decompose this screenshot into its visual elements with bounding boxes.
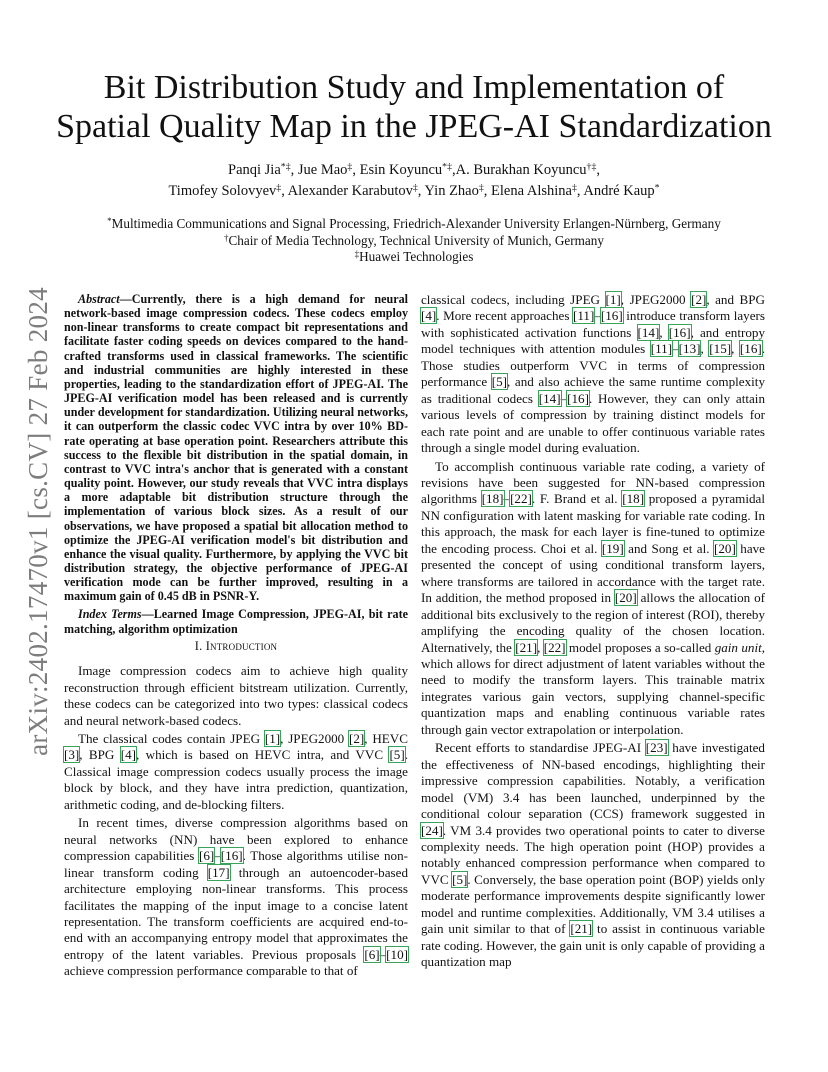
section-title: Introduction: [205, 638, 278, 653]
body-text: through an autoencoder-based architecture employing non-linear transforms. This process facilitates the mapping of the input image to a concise latent representation. The transform coefficients are acquired end-to-end with an accompanying entropy model that approximates the entropy of the latent variables. Previous proposals: [64, 864, 408, 962]
abstract: [64, 292, 408, 603]
citation-link[interactable]: [4]: [120, 747, 137, 763]
body-text: . Those studies outperform VVC in terms of compression performance: [421, 341, 766, 390]
citation-link[interactable]: [16]: [220, 848, 243, 864]
body-text: –: [560, 390, 568, 406]
index-terms-text: —Learned Image Compression, JPEG-AI, bit rate matching, algorithm optimization: [64, 607, 408, 636]
section-number: I.: [194, 638, 203, 653]
body-text: to assist in continuous variable rate coding. However, the gain unit is only capable of providing a quantization map: [421, 921, 765, 970]
right-column: [421, 292, 765, 971]
citation-link[interactable]: [6]: [198, 848, 215, 864]
body-text: . VM 3.4 provides two operational points to cater to diverse complexity needs. The high operation point (HOP) provides a notably enhanced compression performance when compared to VVC: [421, 822, 765, 887]
abstract-label: Abstract: [78, 292, 120, 306]
body-text: In recent times, diverse compression algorithms based on neural networks (NN) have been explored to enhance compression capabilities: [64, 815, 408, 864]
body-text: ,: [537, 639, 544, 655]
citation-link[interactable]: [17]: [207, 864, 230, 880]
author-affiliation-mark: *‡: [280, 161, 291, 173]
affiliation-text: Multimedia Communications and Signal Processing, Friedrich-Alexander University Erlangen-Nürnberg, Germany: [111, 216, 721, 231]
body-text: . However, they can only attain various levels of compression by training distinct models for each rate point and are unable to offer continuous variable rates through a single model during evaluation.: [421, 390, 765, 456]
affiliation-text: Huawei Technologies: [359, 249, 474, 264]
body-text: , HEVC: [364, 731, 408, 747]
citation-link[interactable]: [24]: [421, 822, 443, 838]
body-paragraph: [421, 459, 765, 739]
author-name: , André Kaup: [576, 183, 655, 199]
author-name: , Yin Zhao: [417, 183, 479, 199]
body-text: model proposes a so-called: [565, 639, 715, 655]
affiliation-text: Chair of Media Technology, Technical University of Munich, Germany: [228, 232, 604, 248]
affiliation-mark: *: [107, 215, 112, 226]
affiliation-1: [40, 216, 788, 233]
citation-link[interactable]: [2]: [349, 731, 365, 747]
author-name: ,A. Burakhan Koyuncu: [452, 162, 587, 178]
index-terms-label: Index Terms: [78, 607, 142, 622]
author-name: ,: [596, 162, 600, 178]
body-text: –: [594, 308, 601, 324]
affiliations: [40, 216, 788, 266]
citation-link[interactable]: [10]: [386, 946, 408, 962]
citation-link[interactable]: [13]: [678, 341, 701, 357]
body-text: ,: [700, 341, 710, 357]
body-text: . More recent approaches: [436, 308, 573, 324]
body-paragraph: [421, 740, 765, 970]
citation-link[interactable]: [16]: [567, 390, 589, 406]
body-paragraph: [421, 292, 765, 457]
section-heading: [64, 638, 408, 654]
citation-link[interactable]: [1]: [605, 292, 621, 307]
left-body-text: [64, 663, 408, 980]
author-name: , Jue Mao: [290, 162, 348, 178]
arxiv-stamp-text: arXiv:2402.17470v1 [cs.CV] 27 Feb 2024: [22, 286, 53, 756]
abstract-text: —Currently, there is a high demand for neural network-based image compression codecs. These codecs employ non-linear transforms to create compact bit representations and facilitate faster coding speeds on devices compared to the hand-crafted transforms used in classical frameworks. The scientific and industrial communities are highly interested in these properties, leading to the standardization effort of JPEG-AI. The JPEG-AI verification model has been released and is currently under development for standardization. Utilizing neural networks, it can outperform the classic codec VVC intra by over 10% BD-rate operating at base operation point. Researchers attribute this success to the flexible bit distribution in the spatial domain, in contrast to VVC intra's anchor that is generated with a constant quality point. However, our study reveals that VVC intra displays a more adaptable bit distribution structure through the implementation of various block sizes. As a result of our observations, we have proposed a spatial bit allocation method to optimize the JPEG-AI verification model's bit distribution and enhance the visual quality. Furthermore, by applying the VVC bit distribution strategy, the objective performance of JPEG-AI verification mode can be further improved, resulting in a maximum gain of 0.45 dB in PSNR-Y.: [64, 292, 408, 604]
citation-link[interactable]: [16]: [668, 324, 691, 340]
citation-link[interactable]: [18]: [481, 491, 504, 507]
author-line-1: [40, 160, 788, 181]
title-line-1: Bit Distribution Study and Implementation of: [103, 69, 725, 106]
author-name: Timofey Solovyev: [168, 183, 277, 199]
citation-link[interactable]: [4]: [421, 308, 437, 324]
author-affiliation-mark: ‡: [412, 182, 418, 194]
body-text: , and also achieve the same runtime complexity as traditional codecs: [421, 374, 765, 406]
citation-link[interactable]: [21]: [570, 921, 593, 937]
citation-link[interactable]: [3]: [64, 747, 80, 763]
body-text: , BPG: [79, 747, 121, 763]
citation-link[interactable]: [11]: [650, 341, 673, 357]
body-text: ,: [731, 341, 740, 357]
body-text: Image compression codecs aim to achieve high quality reconstruction through efficient bitstream utilization. Currently, these codecs can be categorized into two types: classical codecs and neural network-based codecs.: [64, 663, 408, 728]
body-text: –: [214, 848, 221, 864]
citation-link[interactable]: [18]: [622, 491, 645, 507]
title-line-2: Spatial Quality Map in the JPEG-AI Standardization: [56, 108, 772, 145]
body-text: , which is based on HEVC intra, and VVC: [136, 747, 390, 763]
author-affiliation-mark: ‡: [347, 161, 353, 173]
author-affiliation-mark: ‡: [276, 182, 282, 194]
body-paragraph: [64, 731, 408, 813]
citation-link[interactable]: [21]: [515, 639, 538, 655]
index-terms: [64, 607, 408, 635]
left-column: [64, 292, 408, 980]
citation-link[interactable]: [19]: [601, 540, 624, 556]
citation-link[interactable]: [14]: [637, 324, 660, 340]
citation-link[interactable]: [20]: [614, 590, 637, 606]
right-body-text: [421, 292, 765, 971]
author-line-2: [40, 181, 788, 202]
author-name: , Esin Koyuncu: [352, 162, 443, 178]
body-text: , and BPG: [706, 292, 765, 307]
affiliation-mark: †: [224, 232, 229, 243]
body-text: , and entropy model techniques with attention modules: [421, 324, 765, 357]
body-text: . Conversely, the base operation point (BOP) yields only moderate performance improvements despite significantly lower model and runtime complexities. Additionally, VM 3.4 utilises a gain unit similar to that of: [421, 871, 765, 937]
citation-link[interactable]: [6]: [364, 946, 380, 962]
arxiv-side-stamp: [20, 286, 56, 756]
body-text: and Song et al.: [623, 540, 714, 556]
body-text: To accomplish continuous variable rate coding, a variety of revisions have been suggested for NN-based compression algorithms: [421, 458, 765, 507]
author-name: Panqi Jia: [228, 162, 281, 178]
author-name: , Elena Alshina: [483, 183, 572, 199]
citation-link[interactable]: [5]: [452, 871, 468, 887]
body-text: . Classical image compression codecs usually process the image block by block, and they have intra prediction, quantization, arithmetic coding, and de-blocking filters.: [64, 747, 408, 812]
body-paragraph: [64, 815, 408, 980]
paper-title: [40, 68, 788, 146]
citation-link[interactable]: [11]: [573, 308, 595, 324]
body-text: have presented the concept of using conditional transform layers, where transforms are tailored in accordance with the target rate. In addition, the method proposed in: [421, 540, 765, 606]
body-text: classical codecs, including JPEG: [421, 292, 606, 307]
citation-link[interactable]: [16]: [600, 308, 623, 324]
body-text: –: [379, 946, 387, 962]
body-text: . Those algorithms utilise non-linear transform coding: [64, 848, 408, 880]
citation-link[interactable]: [15]: [709, 341, 732, 357]
citation-link[interactable]: [1]: [264, 731, 281, 747]
author-affiliation-mark: *: [654, 182, 660, 194]
body-paragraph: [64, 663, 408, 729]
body-text: . F. Brand et al.: [531, 491, 623, 507]
body-text: achieve compression performance comparable to that of: [64, 963, 358, 979]
affiliation-mark: ‡: [354, 248, 360, 259]
citation-link[interactable]: [5]: [389, 747, 405, 763]
body-text: Recent efforts to standardise JPEG-AI: [435, 740, 646, 756]
citation-link[interactable]: [5]: [491, 374, 508, 390]
author-name: , Alexander Karabutov: [281, 183, 413, 199]
citation-link[interactable]: [16]: [739, 341, 762, 357]
body-text: ,: [659, 324, 669, 340]
author-affiliation-mark: ‡: [572, 182, 577, 194]
author-list: [40, 160, 788, 202]
body-text: –: [672, 341, 679, 357]
body-text: proposed a pyramidal NN configuration with latent masking for variable rate coding. In this approach, the mask for each layer is fine-tuned to optimize the encoding process. Choi et al.: [421, 491, 765, 556]
citation-link[interactable]: [14]: [538, 390, 561, 406]
emphasis-text: gain unit: [714, 639, 762, 655]
author-affiliation-mark: †‡: [586, 161, 597, 173]
body-text: The classical codes contain JPEG: [78, 731, 265, 747]
body-text: have investigated the effectiveness of NN-based encodings, highlighting their impressive compression capabilities. Notably, a verification model (VM) 3.4 has been launched, underpinned by the conditional colour separation (CCS) framework suggested in: [421, 740, 765, 822]
body-text: , JPEG2000: [280, 731, 349, 747]
citation-link[interactable]: [20]: [714, 540, 736, 556]
citation-link[interactable]: [22]: [543, 639, 566, 655]
body-text: allows the allocation of additional bits exclusively to the region of interest (ROI), thereby amplifying the encoding quality of the chosen location. Alternatively, the: [421, 590, 765, 655]
body-text: , JPEG2000: [620, 292, 692, 307]
citation-link[interactable]: [2]: [691, 292, 707, 307]
citation-link[interactable]: [22]: [510, 491, 532, 507]
affiliation-3: [40, 249, 788, 266]
body-text: , which allows for direct adjustment of latent variables without the need to modify the transform layers. This trainable matrix integrates various gain vectors, supplying channel-specific quantization maps and enabling continuous variable rates through gain vector extrapolation or interpolation.: [421, 639, 765, 737]
citation-link[interactable]: [23]: [645, 740, 668, 756]
body-text: –: [503, 491, 511, 507]
body-text: introduce transform layers with sophisticated activation functions: [421, 308, 765, 340]
abstract-paragraph: [64, 292, 408, 603]
author-affiliation-mark: *‡: [442, 161, 452, 173]
author-affiliation-mark: ‡: [478, 182, 484, 194]
affiliation-2: [40, 233, 788, 250]
